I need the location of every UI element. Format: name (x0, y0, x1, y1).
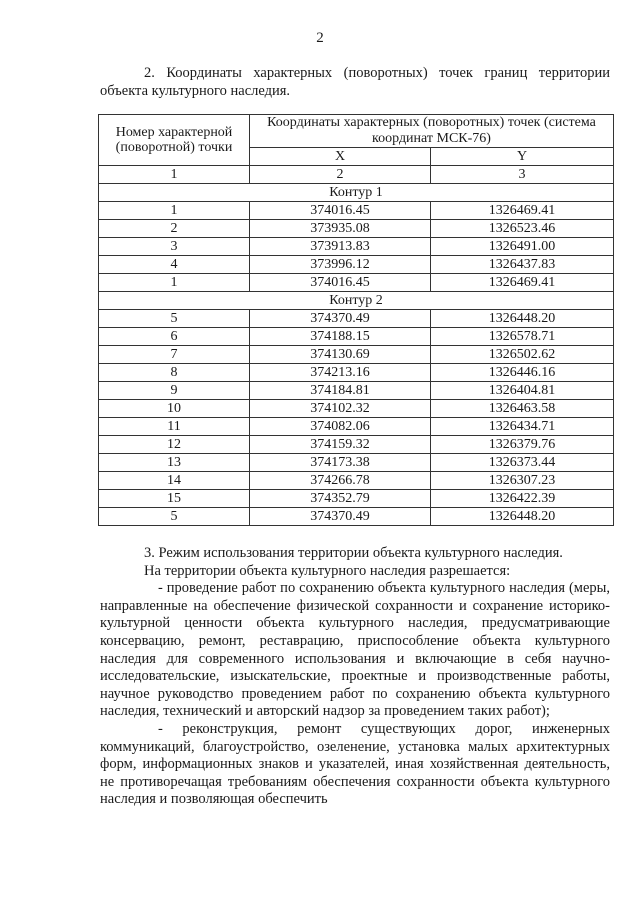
point-number-cell: 6 (99, 328, 250, 346)
coordinates-table (98, 114, 614, 526)
column-index-3: 3 (431, 166, 614, 184)
point-number-cell: 13 (99, 454, 250, 472)
table-body (99, 184, 614, 526)
x-coordinate-cell: 374188.15 (250, 328, 431, 346)
point-number-cell: 1 (99, 274, 250, 292)
point-number-cell: 15 (99, 490, 250, 508)
section-3 (100, 545, 610, 809)
x-coordinate-cell: 374266.78 (250, 472, 431, 490)
table-row (99, 256, 614, 274)
table-row (99, 238, 614, 256)
point-number-cell: 1 (99, 202, 250, 220)
y-coordinate-cell: 1326434.71 (431, 418, 614, 436)
y-coordinate-cell: 1326469.41 (431, 274, 614, 292)
y-coordinate-cell: 1326502.62 (431, 346, 614, 364)
table-row (99, 418, 614, 436)
column-index-1: 1 (99, 166, 250, 184)
table-row (99, 346, 614, 364)
contour-label: Контур 1 (99, 184, 614, 202)
table-row (99, 436, 614, 454)
point-number-cell: 3 (99, 238, 250, 256)
y-coordinate-cell: 1326491.00 (431, 238, 614, 256)
y-coordinate-cell: 1326379.76 (431, 436, 614, 454)
point-number-cell: 14 (99, 472, 250, 490)
allowed-item-1: - проведение работ по сохранению объекта культурного наследия (меры, направленные на обеспечение физической сохранности и сохранение историко-культурной ценности объекта культурного наследия, предусматривающие консервацию, ремонт, реставрацию, приспособление объекта культурного наследия для современного использования и включающие в себя научно-исследовательские, изыскательские, проектные и производственные работы, научное руководство проведением работ по сохранению объекта культурного наследия, технический и авторский надзор за проведением таких работ); (100, 580, 610, 720)
y-coordinate-cell: 1326448.20 (431, 508, 614, 526)
x-coordinate-cell: 374184.81 (250, 382, 431, 400)
contour-label: Контур 2 (99, 292, 614, 310)
y-coordinate-cell: 1326523.46 (431, 220, 614, 238)
point-number-cell: 2 (99, 220, 250, 238)
table-row (99, 490, 614, 508)
allowed-item-2: - реконструкция, ремонт существующих дорог, инженерных коммуникаций, благоустройство, озеленение, установка малых архитектурных форм, информационных знаков и указателей, иная хозяйственная деятельность, не противоречащая требованиям обеспечения сохранности объекта культурного наследия и позволяющая обеспечить (100, 720, 610, 808)
x-coordinate-cell: 374159.32 (250, 436, 431, 454)
x-coordinate-cell: 374352.79 (250, 490, 431, 508)
x-coordinate-cell: 374130.69 (250, 346, 431, 364)
contour-label-row (99, 184, 614, 202)
contour-label-row (99, 292, 614, 310)
header-point-number: Номер характерной (поворотной) точки (99, 115, 250, 166)
y-coordinate-cell: 1326404.81 (431, 382, 614, 400)
x-coordinate-cell: 373913.83 (250, 238, 431, 256)
x-coordinate-cell: 373996.12 (250, 256, 431, 274)
table-row (99, 508, 614, 526)
point-number-cell: 9 (99, 382, 250, 400)
point-number-cell: 12 (99, 436, 250, 454)
table-row (99, 382, 614, 400)
y-coordinate-cell: 1326469.41 (431, 202, 614, 220)
point-number-cell: 8 (99, 364, 250, 382)
table-row (99, 274, 614, 292)
x-coordinate-cell: 374082.06 (250, 418, 431, 436)
y-coordinate-cell: 1326463.58 (431, 400, 614, 418)
column-index-row (99, 166, 614, 184)
table-row (99, 202, 614, 220)
x-coordinate-cell: 374370.49 (250, 310, 431, 328)
point-number-cell: 5 (99, 508, 250, 526)
page-number: 2 (316, 30, 324, 46)
y-coordinate-cell: 1326373.44 (431, 454, 614, 472)
y-coordinate-cell: 1326446.16 (431, 364, 614, 382)
header-coordinates: Координаты характерных (поворотных) точек (система координат МСК-76) (250, 115, 614, 148)
y-coordinate-cell: 1326422.39 (431, 490, 614, 508)
x-coordinate-cell: 374213.16 (250, 364, 431, 382)
table-row (99, 328, 614, 346)
x-coordinate-cell: 374173.38 (250, 454, 431, 472)
x-coordinate-cell: 374016.45 (250, 274, 431, 292)
header-y: Y (431, 148, 614, 166)
y-coordinate-cell: 1326448.20 (431, 310, 614, 328)
point-number-cell: 4 (99, 256, 250, 274)
table-row (99, 472, 614, 490)
y-coordinate-cell: 1326578.71 (431, 328, 614, 346)
table-row (99, 454, 614, 472)
section-2-heading: 2. Координаты характерных (поворотных) точек границ территории объекта культурного наследия. (100, 65, 610, 99)
y-coordinate-cell: 1326437.83 (431, 256, 614, 274)
x-coordinate-cell: 374102.32 (250, 400, 431, 418)
table-row (99, 220, 614, 238)
column-index-2: 2 (250, 166, 431, 184)
table-row (99, 364, 614, 382)
allowed-intro: На территории объекта культурного наследия разрешается: (144, 562, 511, 579)
point-number-cell: 11 (99, 418, 250, 436)
x-coordinate-cell: 374016.45 (250, 202, 431, 220)
table-row (99, 400, 614, 418)
x-coordinate-cell: 373935.08 (250, 220, 431, 238)
table-row (99, 310, 614, 328)
y-coordinate-cell: 1326307.23 (431, 472, 614, 490)
x-coordinate-cell: 374370.49 (250, 508, 431, 526)
section-3-heading: 3. Режим использования территории объекта культурного наследия. (144, 545, 563, 561)
point-number-cell: 10 (99, 400, 250, 418)
point-number-cell: 7 (99, 346, 250, 364)
table-header-row (99, 115, 614, 148)
header-x: X (250, 148, 431, 166)
point-number-cell: 5 (99, 310, 250, 328)
